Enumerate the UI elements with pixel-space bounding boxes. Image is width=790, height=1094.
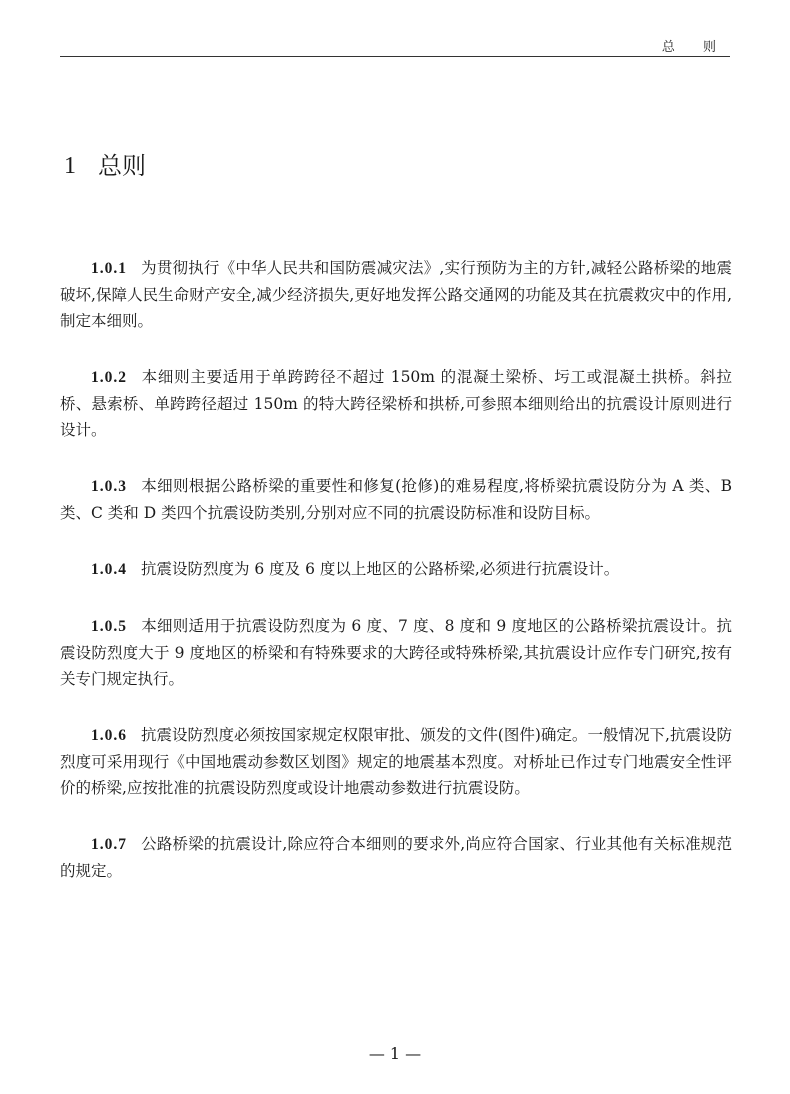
clause-1-0-4 (60, 556, 732, 583)
clause-list (60, 255, 732, 914)
clause-text: 为贯彻执行《中华人民共和国防震减灾法》,实行预防为主的方针,减轻公路桥梁的地震破坏,保障人民生命财产安全,减少经济损失,更好地发挥公路交通网的功能及其在抗震救灾中的作用,制定本细则。 (60, 259, 732, 330)
clause-1-0-6 (60, 722, 732, 801)
header-rule (60, 56, 730, 57)
clause-number: 1.0.7 (91, 836, 127, 853)
clause-1-0-1 (60, 255, 732, 334)
clause-number: 1.0.5 (91, 618, 127, 635)
clause-text: 公路桥梁的抗震设计,除应符合本细则的要求外,尚应符合国家、行业其他有关标准规范的规定。 (60, 835, 732, 880)
clause-text: 本细则适用于抗震设防烈度为 6 度、7 度、8 度和 9 度地区的公路桥梁抗震设计。抗震设防烈度大于 9 度地区的桥梁和有特殊要求的大跨径或特殊桥梁,其抗震设计应作专门研究,按有关专门规定执行。 (60, 617, 732, 688)
clause-1-0-2 (60, 364, 732, 443)
clause-1-0-3 (60, 473, 732, 526)
clause-number: 1.0.1 (91, 260, 127, 277)
clause-number: 1.0.3 (91, 478, 127, 495)
clause-1-0-7 (60, 831, 732, 884)
page-number: — 1 — (368, 1044, 422, 1063)
running-header: 总 则 (661, 40, 728, 55)
clause-number: 1.0.6 (91, 727, 127, 744)
clause-text: 抗震设防烈度必须按国家规定权限审批、颁发的文件(图件)确定。一般情况下,抗震设防烈度可采用现行《中国地震动参数区划图》规定的地震基本烈度。对桥址已作过专门地震安全性评价的桥梁,应按批准的抗震设防烈度或设计地震动参数进行抗震设防。 (60, 726, 732, 797)
clause-number: 1.0.4 (91, 561, 127, 578)
chapter-name: 总则 (98, 152, 146, 180)
chapter-number: 1 (64, 153, 76, 179)
clause-text: 本细则根据公路桥梁的重要性和修复(抢修)的难易程度,将桥梁抗震设防分为 A 类、B 类、C 类和 D 类四个抗震设防类别,分别对应不同的抗震设防标准和设防目标。 (60, 477, 732, 522)
clause-text: 本细则主要适用于单跨跨径不超过 150m 的混凝土梁桥、圬工或混凝土拱桥。斜拉桥、悬索桥、单跨跨径超过 150m 的特大跨径梁桥和拱桥,可参照本细则给出的抗震设计原则进行设计。 (60, 368, 732, 439)
clause-1-0-5 (60, 613, 732, 692)
chapter-title (64, 150, 146, 182)
clause-number: 1.0.2 (91, 369, 127, 386)
clause-text: 抗震设防烈度为 6 度及 6 度以上地区的公路桥梁,必须进行抗震设计。 (140, 560, 620, 578)
